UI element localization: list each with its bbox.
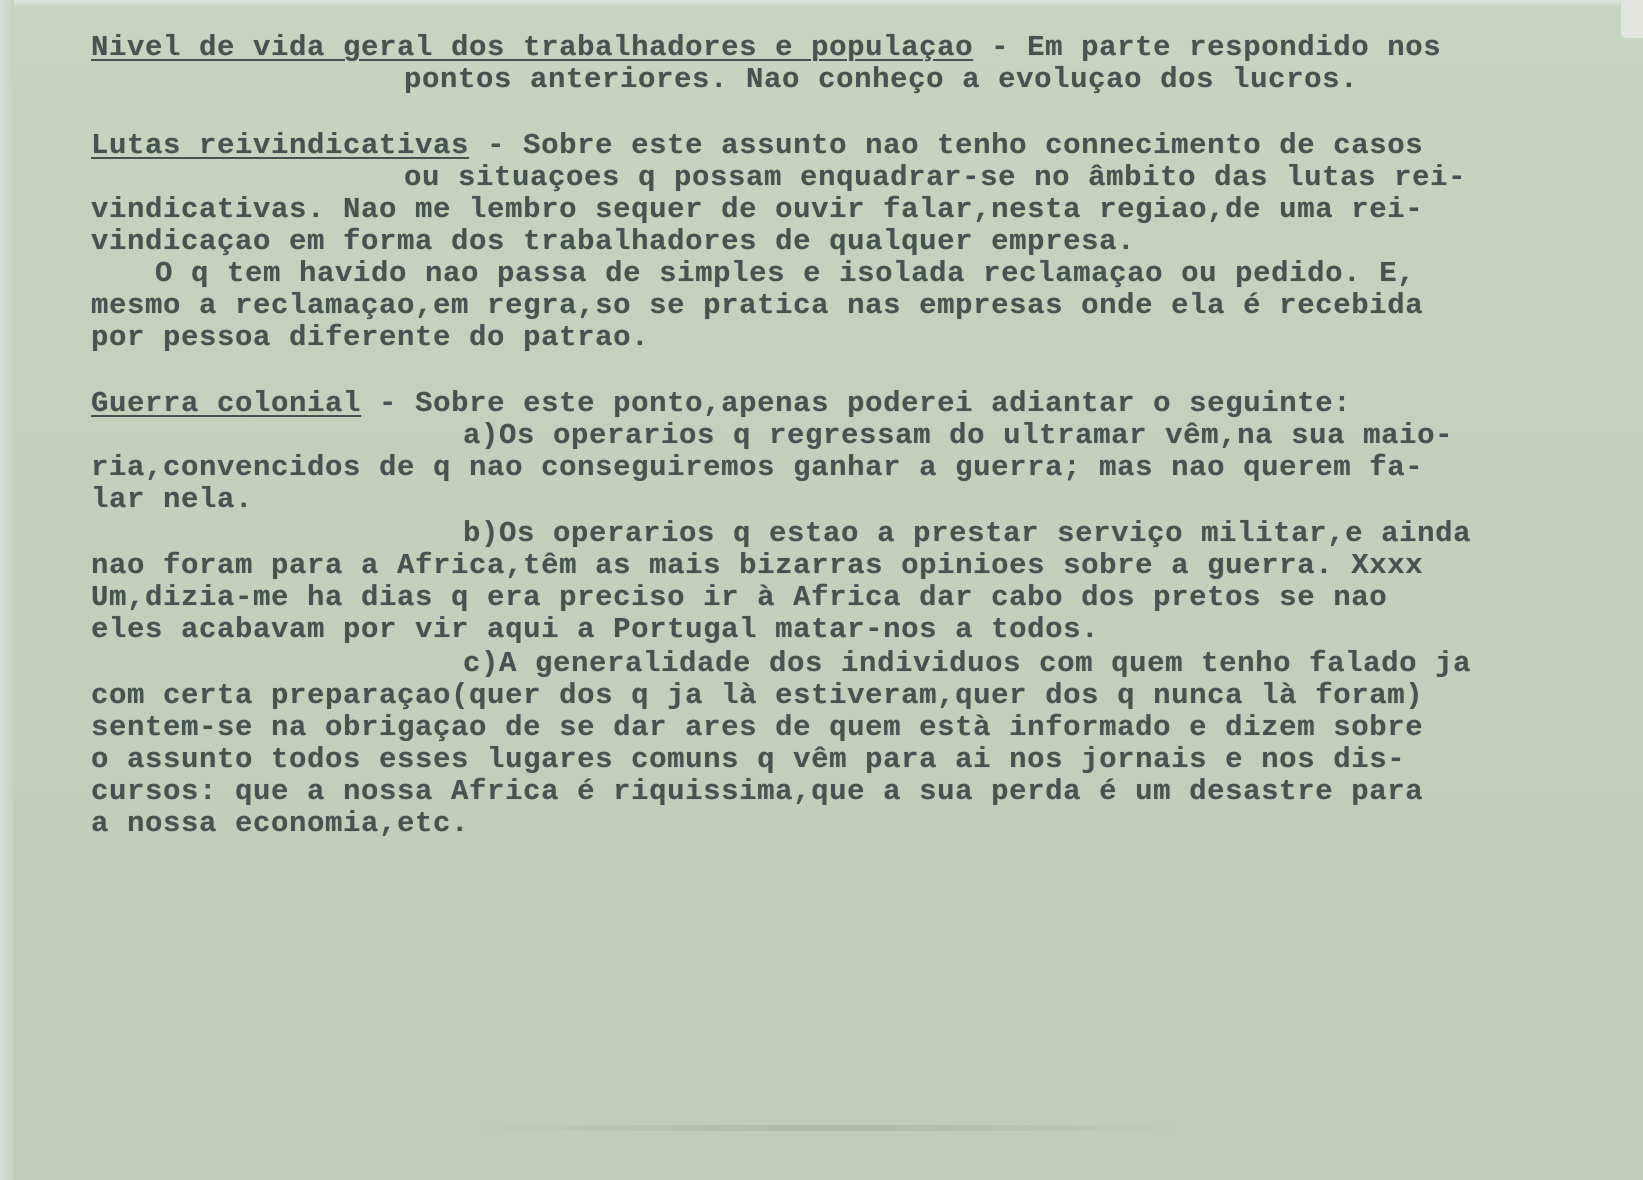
- section-1-line-1: Nivel de vida geral dos trabalhadores e populaçao - Em parte respondido nos: [91, 31, 1442, 64]
- paragraph-line: com certa preparaçao(quer dos q ja là estiveram,quer dos q nunca là foram): [91, 679, 1424, 712]
- paragraph-line: sentem-se na obrigaçao de se dar ares de quem està informado e dizem sobre: [91, 711, 1424, 744]
- paragraph-line: o assunto todos esses lugares comuns q vêm para ai nos jornais e nos dis-: [91, 743, 1406, 776]
- paragraph-line: ou situaçoes q possam enquadrar-se no âmbito das lutas rei-: [404, 161, 1467, 194]
- bleed-through-mark: [470, 1125, 1190, 1131]
- paragraph-line: vindicativas. Nao me lembro sequer de ouvir falar,nesta regiao,de uma rei-: [91, 193, 1424, 226]
- list-item-c: c)A generalidade dos individuos com quem tenho falado ja: [463, 647, 1472, 680]
- paragraph-line: ria,convencidos de q nao conseguiremos ganhar a guerra; mas nao querem fa-: [91, 451, 1424, 484]
- section-heading: Lutas reivindicativas: [91, 129, 470, 162]
- paragraph-line: mesmo a reclamaçao,em regra,so se pratica nas empresas onde ela é recebida: [91, 289, 1424, 322]
- paragraph-line: a nossa economia,etc.: [91, 807, 470, 840]
- paragraph-line: Sobre este ponto,apenas poderei adiantar o seguinte:: [415, 387, 1352, 420]
- list-item-a: a)Os operarios q regressam do ultramar vêm,na sua maio-: [463, 419, 1454, 452]
- paragraph-line: Sobre este assunto nao tenho connecimento de casos: [523, 129, 1424, 162]
- paragraph-line: vindicaçao em forma dos trabalhadores de qualquer empresa.: [91, 225, 1136, 258]
- paragraph-line: nao foram para a Africa,têm as mais bizarras opinioes sobre a guerra. Xxxx: [91, 549, 1424, 582]
- paragraph-line: lar nela.: [91, 483, 254, 516]
- paragraph-line: Um,dizia-me ha dias q era preciso ir à Africa dar cabo dos pretos se nao: [91, 581, 1388, 614]
- paragraph-line: por pessoa diferente do patrao.: [91, 321, 650, 354]
- paragraph-line: O q tem havido nao passa de simples e isolada reclamaçao ou pedido. E,: [155, 257, 1416, 290]
- paragraph-line: cursos: que a nossa Africa é riquissima,que a sua perda é um desastre para: [91, 775, 1424, 808]
- paragraph-line: pontos anteriores. Nao conheço a evoluçao dos lucros.: [404, 63, 1359, 96]
- section-heading: Nivel de vida geral dos trabalhadores e populaçao: [91, 31, 974, 64]
- paragraph-line: Em parte respondido nos: [1027, 31, 1442, 64]
- section-2-line-1: Lutas reivindicativas - Sobre este assunto nao tenho connecimento de casos: [91, 129, 1424, 162]
- list-item-b: b)Os operarios q estao a prestar serviço militar,e ainda: [463, 517, 1472, 550]
- section-heading: Guerra colonial: [91, 387, 362, 420]
- paragraph-line: eles acabavam por vir aqui a Portugal matar-nos a todos.: [91, 613, 1100, 646]
- section-3-line-1: Guerra colonial - Sobre este ponto,apenas poderei adiantar o seguinte:: [91, 387, 1352, 420]
